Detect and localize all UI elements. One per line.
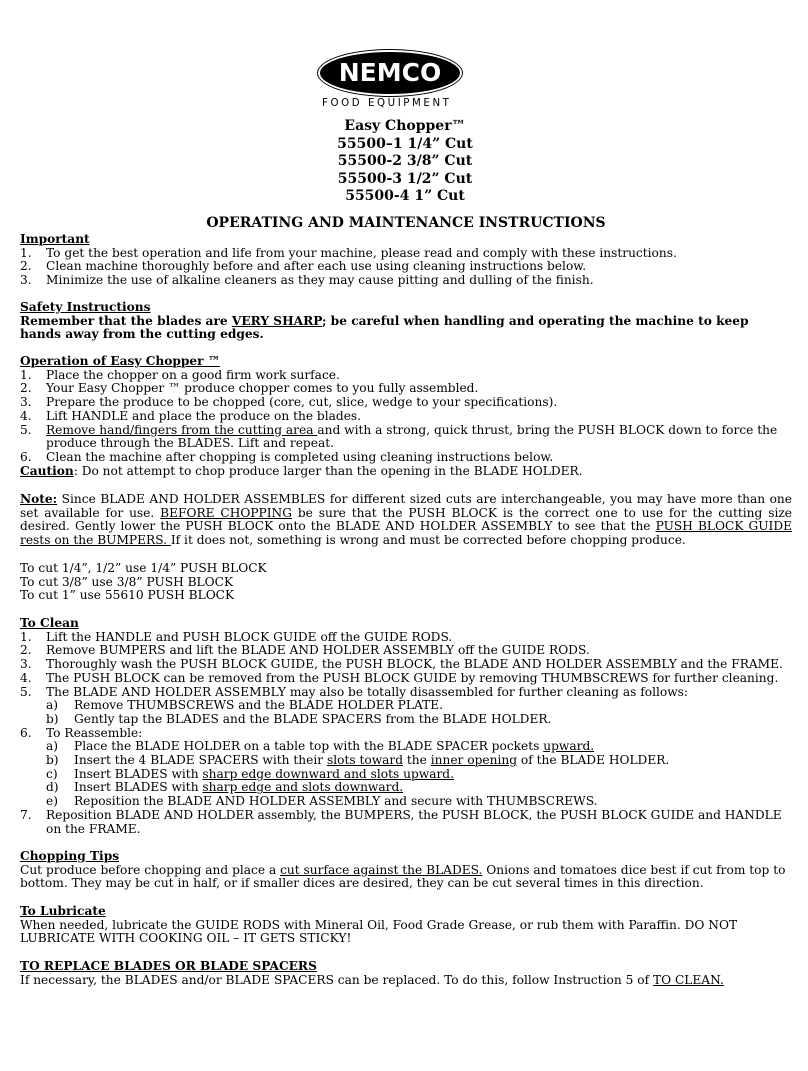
list-item: 1. Place the chopper on a good firm work surface. <box>20 367 340 382</box>
list-item: 4. The PUSH BLOCK can be removed from the PUSH BLOCK GUIDE by removing THUMBSCREWS for further cleaning. <box>20 670 779 685</box>
clean-section <box>20 617 792 836</box>
product-title-block <box>320 118 490 206</box>
list-item: 3. Thoroughly wash the PUSH BLOCK GUIDE, the PUSH BLOCK, the BLADE AND HOLDER ASSEMBLY and the FRAME. <box>20 657 783 672</box>
sub-list-item: a) Place the BLADE HOLDER on a table top with the BLADE SPACER pockets upward. <box>46 739 595 754</box>
tips-text: Cut produce before chopping and place a cut surface against the BLADES. Onions and tomatoes dice best if cut from top to bottom. They may be cut in half, or if smaller dices are desired, they can be cut several times in this direction. <box>20 862 786 891</box>
sub-list-item: d) Insert BLADES with sharp edge and slots downward. <box>46 780 404 795</box>
cut-line: To cut 3/8” use 3/8” PUSH BLOCK <box>20 574 234 589</box>
brand-logo <box>320 52 490 112</box>
section-heading: Safety Instructions <box>20 300 151 314</box>
list-item: 4. Lift HANDLE and place the produce on the blades. <box>20 408 362 423</box>
safety-text: Remember that the blades are VERY SHARP; be careful when handling and operating the machine to keep hands away from the cutting edges. <box>20 313 749 342</box>
sub-list-item: c) Insert BLADES with sharp edge downward and slots upward. <box>46 766 454 781</box>
list-item: 5. Remove hand/fingers from the cutting area and with a strong, quick thrust, bring the PUSH BLOCK down to force the produce through the BLADES. Lift and repeat. <box>20 422 778 451</box>
list-item: 5. The BLADE AND HOLDER ASSEMBLY may also be totally disassembled for further cleaning as follows: <box>20 684 689 699</box>
list-item: 7. Reposition BLADE AND HOLDER assembly, the BUMPERS, the PUSH BLOCK, the PUSH BLOCK GUIDE and HANDLE on the FRAME. <box>20 807 782 836</box>
page-title: OPERATING AND MAINTENANCE INSTRUCTIONS <box>206 215 606 231</box>
caution-text: Caution: Do not attempt to chop produce larger than the opening in the BLADE HOLDER. <box>20 463 583 478</box>
tips-section <box>20 850 792 891</box>
list-item: 1. Lift the HANDLE and PUSH BLOCK GUIDE off the GUIDE RODS. <box>20 629 453 644</box>
list-item: 2. Clean machine thoroughly before and after each use using cleaning instructions below. <box>20 259 587 274</box>
brand-name: NEMCO <box>338 58 442 87</box>
replace-section <box>20 960 792 987</box>
sub-list-item: e) Reposition the BLADE AND HOLDER ASSEMBLY and secure with THUMBSCREWS. <box>46 794 598 809</box>
cut-line: To cut 1/4”, 1/2” use 1/4” PUSH BLOCK <box>20 561 267 575</box>
list-item: 6. Clean the machine after chopping is completed using cleaning instructions below. <box>20 449 554 464</box>
important-section <box>20 233 792 288</box>
lubricate-section <box>20 905 792 946</box>
note-section: Note: Since BLADE AND HOLDER ASSEMBLES for different sized cuts are interchangeable, you may have more than one set available for use. BEFORE CHOPPING be sure that the PUSH BLOCK is the correct one to use for the cutting size desired. Gently lower the PUSH BLOCK onto the BLADE AND HOLDER ASSEMBLY to see that the PUSH BLOCK GUIDE rests on the BUMPERS. If it does not, something is wrong and must be corrected before chopping produce. <box>20 492 792 548</box>
list-item: 3. Prepare the produce to be chopped (core, cut, slice, wedge to your specifications). <box>20 395 558 410</box>
model-line: 55500–1 1/4” Cut <box>337 135 473 152</box>
section-heading: Operation of Easy Chopper ™ <box>20 354 221 368</box>
list-item: 1. To get the best operation and life from your machine, please read and comply with these instructions. <box>20 245 677 260</box>
section-heading: To Lubricate <box>20 904 106 918</box>
list-item: 6. To Reassemble: <box>20 725 143 740</box>
section-heading: Chopping Tips <box>20 849 120 863</box>
sub-list-item: b) Insert the 4 BLADE SPACERS with their slots toward the inner opening of the BLADE HOLDER. <box>46 753 670 768</box>
list-item: 3. Minimize the use of alkaline cleaners as they may cause pitting and dulling of the finish. <box>20 273 594 288</box>
operation-section <box>20 355 792 478</box>
model-line: 55500-4 1” Cut <box>345 188 465 204</box>
section-heading: To Clean <box>20 616 79 630</box>
product-name: Easy Chopper™ <box>344 118 466 134</box>
list-item: 2. Remove BUMPERS and lift the BLADE AND HOLDER ASSEMBLY off the GUIDE RODS. <box>20 643 590 658</box>
section-heading: Important <box>20 232 90 246</box>
lubricate-text: When needed, lubricate the GUIDE RODS with Mineral Oil, Food Grade Grease, or rub them with Paraffin. DO NOT LUBRICATE WITH COOKING OIL – IT GETS STICKY! <box>20 917 738 946</box>
sub-list-item: a) Remove THUMBSCREWS and the BLADE HOLDER PLATE. <box>46 698 443 713</box>
section-heading: TO REPLACE BLADES OR BLADE SPACERS <box>20 959 317 973</box>
cut-line: To cut 1” use 55610 PUSH BLOCK <box>20 588 235 603</box>
list-item: 2. Your Easy Chopper ™ produce chopper comes to you fully assembled. <box>20 381 479 396</box>
sub-list-item: b) Gently tap the BLADES and the BLADE SPACERS from the BLADE HOLDER. <box>46 711 552 726</box>
safety-section <box>20 301 792 342</box>
cut-sizes <box>20 562 792 603</box>
model-line: 55500-2 3/8” Cut <box>337 153 473 169</box>
brand-tagline: FOOD EQUIPMENT <box>322 98 452 109</box>
replace-text: If necessary, the BLADES and/or BLADE SPACERS can be replaced. To do this, follow Instruction 5 of TO CLEAN. <box>20 972 724 987</box>
model-line: 55500-3 1/2” Cut <box>337 170 473 187</box>
